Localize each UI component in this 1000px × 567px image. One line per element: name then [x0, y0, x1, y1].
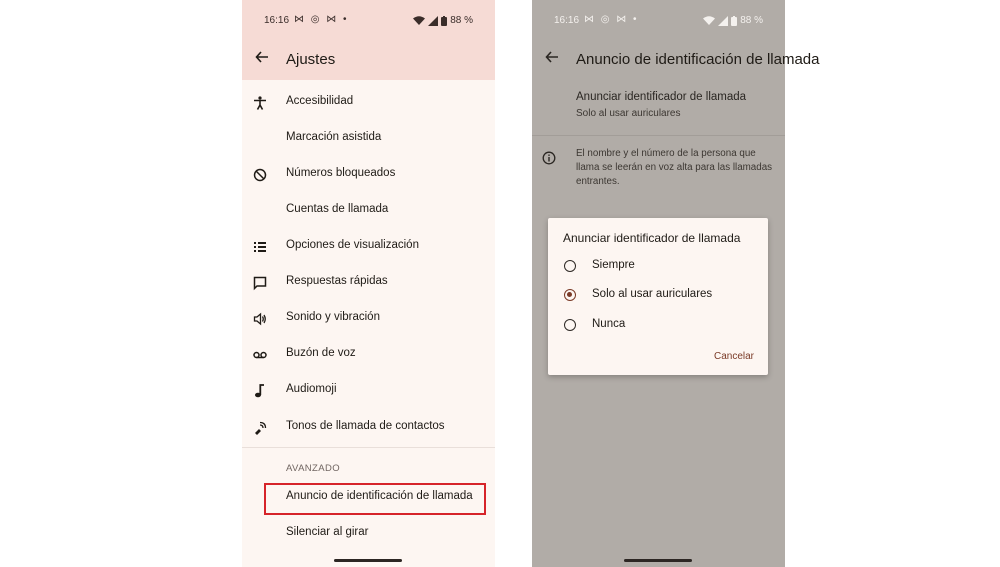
- battery-level: 88 %: [740, 15, 763, 26]
- menu-item-label: Respuestas rápidas: [286, 275, 388, 287]
- page-title: Anuncio de identificación de llamada: [576, 51, 820, 68]
- signal-icon: [428, 16, 438, 26]
- nav-gesture-handle[interactable]: [624, 559, 692, 562]
- menu-item-sonido-vibracion[interactable]: [242, 301, 495, 337]
- battery-level: 88 %: [450, 15, 473, 26]
- info-icon: [542, 151, 556, 165]
- battery-icon: [731, 16, 737, 26]
- radio-label: Solo al usar auriculares: [592, 288, 713, 300]
- menu-item-label: Números bloqueados: [286, 167, 396, 179]
- block-icon: [250, 165, 270, 185]
- menu-item-silenciar-al-girar[interactable]: [242, 516, 495, 552]
- nav-gesture-handle[interactable]: [334, 559, 402, 562]
- menu-item-marcacion-asistida[interactable]: [242, 121, 495, 157]
- menu-item-label: Opciones de visualización: [286, 239, 419, 251]
- menu-item-label: Audiomoji: [286, 383, 337, 395]
- menu-item-label: Anuncio de identificación de llamada: [286, 490, 473, 502]
- volume-icon: [250, 309, 270, 329]
- back-arrow-icon[interactable]: [252, 50, 272, 70]
- status-time: 16:16: [554, 15, 580, 26]
- section-divider: [532, 135, 785, 136]
- notification-icons: ⋈ ◎ ⋈ •: [294, 14, 349, 25]
- status-right: [703, 15, 763, 26]
- info-text: El nombre y el número de la persona que llama se leerán en voz alta para las llamadas entrantes.: [576, 148, 773, 187]
- status-time: 16:16: [264, 15, 290, 26]
- page-title: Ajustes: [286, 51, 336, 68]
- list-icon: [250, 237, 270, 257]
- section-header-avanzado: AVANZADO: [286, 463, 341, 474]
- voicemail-icon: [250, 345, 270, 365]
- dialog-title: Anunciar identificador de llamada: [563, 231, 741, 245]
- radio-button-unselected[interactable]: [564, 319, 576, 331]
- signal-icon: [718, 16, 728, 26]
- section-divider: [242, 447, 495, 448]
- menu-item-opciones-visualizacion[interactable]: [242, 229, 495, 265]
- radio-button-selected[interactable]: [564, 289, 576, 301]
- menu-item-label: Marcación asistida: [286, 131, 382, 143]
- setting-value: Solo al usar auriculares: [576, 108, 681, 119]
- ringtone-icon: [250, 418, 270, 438]
- radio-option-solo-auriculares[interactable]: [548, 283, 768, 309]
- menu-item-label: Tonos de llamada de contactos: [286, 420, 445, 432]
- chat-bubble-icon: [250, 273, 270, 293]
- menu-item-label: Cuentas de llamada: [286, 203, 389, 215]
- radio-option-siempre[interactable]: [548, 254, 768, 280]
- menu-item-numeros-bloqueados[interactable]: [242, 157, 495, 193]
- wifi-icon: [703, 16, 715, 26]
- radio-label: Nunca: [592, 318, 626, 330]
- accessibility-icon: [250, 93, 270, 113]
- status-bar: [532, 0, 785, 40]
- menu-item-cuentas-de-llamada[interactable]: [242, 193, 495, 229]
- menu-item-respuestas-rapidas[interactable]: [242, 265, 495, 301]
- radio-label: Siempre: [592, 259, 635, 271]
- setting-title: Anunciar identificador de llamada: [576, 91, 747, 103]
- menu-item-accesibilidad[interactable]: [242, 85, 495, 121]
- app-bar: [242, 40, 495, 80]
- highlight-box: [264, 483, 486, 515]
- menu-item-tonos-contactos[interactable]: [242, 410, 495, 446]
- menu-item-label: Accesibilidad: [286, 95, 354, 107]
- menu-item-buzon-de-voz[interactable]: [242, 337, 495, 373]
- radio-button-unselected[interactable]: [564, 260, 576, 272]
- battery-icon: [441, 16, 447, 26]
- music-note-icon: [250, 381, 270, 401]
- radio-option-nunca[interactable]: [548, 313, 768, 339]
- app-bar: [532, 40, 820, 80]
- menu-item-label: Buzón de voz: [286, 347, 356, 359]
- status-right: [413, 15, 473, 26]
- notification-icons: ⋈ ◎ ⋈ •: [584, 14, 639, 25]
- cancel-button[interactable]: Cancelar: [713, 351, 754, 362]
- settings-screen: [242, 0, 495, 567]
- status-bar: [242, 0, 495, 40]
- menu-item-label: Silenciar al girar: [286, 526, 369, 538]
- wifi-icon: [413, 16, 425, 26]
- announce-caller-id-dialog: [548, 218, 768, 375]
- menu-item-audiomoji[interactable]: [242, 373, 495, 409]
- back-arrow-icon[interactable]: [542, 50, 562, 70]
- menu-item-label: Sonido y vibración: [286, 311, 380, 323]
